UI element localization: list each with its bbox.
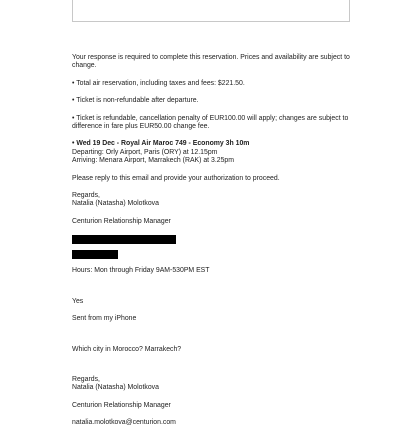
reply-text: Yes — [72, 297, 84, 305]
signature-name: Natalia (Natasha) Molotkova — [72, 200, 159, 208]
flight-header: • Wed 19 Dec - Royal Air Maroc 749 - Economy 3h 10m — [72, 140, 250, 148]
request-text: Please reply to this email and provide your authorization to proceed. — [72, 174, 280, 182]
signature2-title: Centurion Relationship Manager — [72, 401, 171, 409]
bullet-total: • Total air reservation, including taxes and fees: $221.50. — [72, 79, 245, 87]
signature-hours: Hours: Mon through Friday 9AM-530PM EST — [72, 267, 210, 275]
question-text: Which city in Morocco? Marrakech? — [72, 345, 182, 353]
bullet-refundable: • Ticket is refundable, cancellation penalty of EUR100.00 will apply; changes are subject to difference in fare plus EUR50.00 change fee. — [72, 114, 349, 131]
flight-arriving: Arriving: Menara Airport, Marrakech (RAK) at 3.25pm — [72, 157, 234, 165]
quoted-header-box — [72, 0, 350, 22]
sent-from: Sent from my iPhone — [72, 315, 137, 323]
bullet-nonrefundable: • Ticket is non-refundable after departure. — [72, 97, 199, 105]
flight-departing: Departing: Orly Airport, Paris (ORY) at 12.15pm — [72, 148, 218, 156]
signature2-name: Natalia (Natasha) Molotkova — [72, 384, 159, 392]
redacted-phone-block — [72, 235, 176, 244]
signature-title: Centurion Relationship Manager — [72, 217, 171, 225]
redacted-email-block — [72, 250, 118, 259]
signature-regards: Regards, — [72, 192, 100, 200]
signature2-regards: Regards, — [72, 375, 100, 383]
signature2-email: natalia.molotkova@centurion.com — [72, 419, 176, 427]
email-body — [72, 54, 372, 428]
intro-text: Your response is required to complete this reservation. Prices and availability are subject to change. — [72, 54, 350, 70]
